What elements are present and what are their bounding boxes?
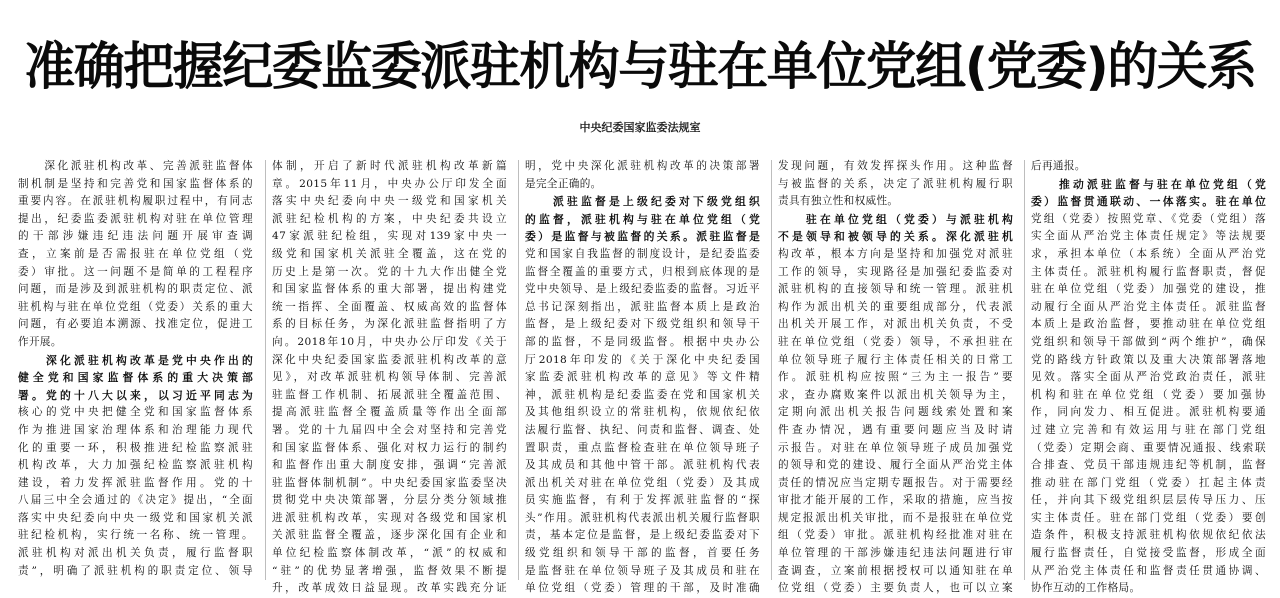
text-line: 发现问题，有效发挥探头作用。这种监督 xyxy=(778,160,1013,172)
text-line: 及其成员和其他中管干部。派驻机构代表 xyxy=(525,459,760,472)
text-line: 党的路线方针政策以及重大决策部署落地 xyxy=(1031,353,1266,366)
text-line: 监督全覆盖的重要方式，归根到底体现的是 xyxy=(525,265,760,278)
text-line: 责具有独立性和权威性。 xyxy=(778,195,899,208)
text-line: 责，基本定位是监督，是上级纪委监委对下 xyxy=(525,529,760,542)
text-line: 监督，是上级纪委对下级党组织和领导干 xyxy=(525,318,760,331)
text-line: 主体责任。派驻机构履行监督职责，督促 xyxy=(1031,265,1266,278)
text-line: 部的监督，不是同级监督。根据中央办公 xyxy=(525,335,760,348)
text-line: 升，改革成效日益显现。改革实践充分证 xyxy=(272,582,507,595)
text-line: 作为推进国家治理体系和治理能力现代 xyxy=(18,423,253,436)
article-column-5 xyxy=(1031,158,1266,598)
text-line: 后再通报。 xyxy=(1031,160,1086,172)
text-line: 党组（党委）按照党章、《党委（党组）落 xyxy=(1031,212,1266,225)
text-line: 是监督驻在单位领导班子及其成员和驻在 xyxy=(525,564,760,577)
text-line: 提出，纪委监委派驻机构对驻在单位管理 xyxy=(18,212,253,225)
text-line: 驻监督体制机制”。中央纪委国家监委坚决 xyxy=(272,476,507,489)
text-line: 派驻机构对派出机关负责，履行监督职 xyxy=(18,547,253,560)
text-line: 示报告。对驻在单位领导班子成员加强党 xyxy=(778,441,1013,454)
text-line: 造条件，积极支持派驻机构依规依纪依法 xyxy=(1031,529,1266,542)
subheading-line: 委）监督贯通联动、一体落实。驻在单位 xyxy=(1031,195,1266,209)
text-line: 责任的情况应当定期专题报告。对于需要经 xyxy=(778,476,1013,489)
text-line: 派驻机构的直接领导和统一管理。派驻机 xyxy=(778,283,1013,296)
text-line: 位党组（党委）主要负责人，也可以立案 xyxy=(778,582,1013,595)
text-line: 出机关开展工作，对派出机关负责，不受 xyxy=(778,318,1013,331)
column-divider xyxy=(1024,160,1025,580)
text-line: 规定报派出机关审批，而不是报驻在单位党 xyxy=(778,511,1013,524)
text-line: 查调查，立案前根据授权可以通知驻在单 xyxy=(778,564,1013,577)
text-line: 关派驻监督全覆盖，逐步深化国有企业和 xyxy=(272,529,507,542)
text-line: 进派驻机构改革，实现对各级党和国家机 xyxy=(272,511,507,524)
text-line: 制机制是坚持和完善党和国家监督体系的 xyxy=(18,177,253,190)
subheading-line: 委）是监督与被监督的关系。派驻监督是 xyxy=(525,230,760,244)
text-line: 头”作用。派驻机构代表派出机关履行监督职 xyxy=(525,511,760,524)
text-line: 深化派驻机构改革、完善派驻监督体 xyxy=(18,160,253,172)
text-line: 定期向派出机关报告问题线索处置和案 xyxy=(778,406,1013,419)
text-line: 与被监督的关系，决定了派驻机构履行职 xyxy=(778,177,1013,190)
subheading-line: 署。党的十八大以来，以习近平同志为 xyxy=(18,388,253,402)
text-line: 单位管理的干部涉嫌违纪违法问题进行审 xyxy=(778,547,1013,560)
text-line: 本质上是政治监督，要推动驻在单位党组 xyxy=(1031,318,1266,331)
text-line: 重要内容。在派驻机构履职过程中，有同志 xyxy=(18,195,253,208)
text-line: 建设，着力发挥派驻监督作用。党的十 xyxy=(18,476,253,489)
text-line: 总书记深刻指出，派驻监督本质上是政治 xyxy=(525,300,760,313)
subheading-line: 不是领导和被领导的关系。深化派驻机 xyxy=(778,230,1013,244)
subheading-line: 驻在单位党组（党委）与派驻机构 xyxy=(778,212,1013,226)
text-line: 推动驻在部门党组（党委）扛起主体责 xyxy=(1031,476,1266,489)
subheading-line: 深化派驻机构改革是党中央作出的 xyxy=(18,353,253,367)
text-line: 党和国家自我监督的制度设计，是纪委监委 xyxy=(525,247,760,260)
text-line: 单位领导班子履行主体责任相关的日常工 xyxy=(778,353,1013,366)
text-line: 及其他组织设立的常驻机构，依规依纪依 xyxy=(525,406,760,419)
text-line: 构作为派出机关的重要组成部分，代表派 xyxy=(778,300,1013,313)
text-line: 法履行监督、执纪、问责和监督、调查、处 xyxy=(525,423,760,436)
text-line: 问题，有必要追本溯源、找准定位，促进工 xyxy=(18,318,253,331)
text-line: 求，查办腐败案件以派出机关领导为主， xyxy=(778,388,1013,401)
text-line: 委）审批。这一问题不是简单的工程程序 xyxy=(18,265,253,278)
text-line: 审批才能开展的工作，采取的措施，应当按 xyxy=(778,494,1013,507)
text-line: 提高派驻监督全覆盖质量等作出全面部 xyxy=(272,406,507,419)
column-divider xyxy=(518,160,519,580)
text-line: 单位党组（党委）管理的干部，及时准确 xyxy=(525,582,760,595)
text-line: 厅2018年印发的《关于深化中央纪委国 xyxy=(525,353,760,366)
text-line: 落实中央纪委向中央一级党和国家机关派 xyxy=(18,511,253,524)
text-line: 派出机关对驻在单位党组（党委）及其成 xyxy=(525,476,760,489)
text-line: 责”，明确了派驻机构的职责定位、领导 xyxy=(18,564,253,577)
text-line: 神，派驻机构是纪委监委在党和国家机关 xyxy=(525,388,760,401)
text-line: 的干部涉嫌违纪违法问题开展审查调 xyxy=(18,230,253,243)
text-line: 和监督作出重大制度安排，强调“完善派 xyxy=(272,459,507,472)
text-line: 见》，对改革派驻机构领导体制、完善派 xyxy=(272,371,507,384)
text-line: 党组织和领导干部做到“两个维护”，确保 xyxy=(1031,335,1266,348)
text-line: 件查办情况，遇有重要问题应当及时请 xyxy=(778,423,1013,436)
text-line: 单位纪检监察体制改革，“派”的权威和 xyxy=(272,547,507,560)
article-column-4 xyxy=(778,158,1013,598)
text-line: 组（党委）审批。派驻机构经批准对驻在 xyxy=(778,529,1013,542)
text-line: 机构改革，大力加强纪检监察派驻机构 xyxy=(18,459,253,472)
text-line: 落实中央纪委向中央一级党和国家机关 xyxy=(272,195,507,208)
text-line: 核心的党中央把健全党和国家监督体系 xyxy=(18,406,253,419)
text-line: 构改革，根本方向是坚持和加强党对派驻 xyxy=(778,247,1013,260)
text-line: 级党和国家机关派驻全覆盖，这在党的 xyxy=(272,247,507,260)
text-line: 驻在单位党组（党委）领导，不承担驻在 xyxy=(778,335,1013,348)
text-line: 体制，开启了新时代派驻机构改革新篇 xyxy=(272,160,507,172)
text-line: 家监委派驻机构改革的意见》等文件精 xyxy=(525,371,760,384)
text-line: 驻纪检机构，实行统一名称、统一管理。 xyxy=(18,529,253,542)
text-line: “驻”的优势显著增强，监督效果不断提 xyxy=(272,564,507,577)
text-line: 动履行全面从严治党主体责任。派驻监督 xyxy=(1031,300,1266,313)
text-line: 任，并向其下级党组织层层传导压力、压 xyxy=(1031,494,1266,507)
article-column-1 xyxy=(18,158,253,580)
text-line: 驻在单位党组（党委）加强党的建设，推 xyxy=(1031,283,1266,296)
text-line: 实全面从严治党主体责任规定》等法规要 xyxy=(1031,230,1266,243)
text-line: 贯彻党中央决策部署，分层分类分领域推 xyxy=(272,494,507,507)
text-line: 和国家监督体系、强化对权力运行的制约 xyxy=(272,441,507,454)
text-line: 47家派驻纪检组，实现对139家中央一 xyxy=(272,230,507,243)
text-line: 作。派驻机构应按照“三为主一报告”要 xyxy=(778,371,1013,384)
text-line: 和国家监督体系的重大部署，提出构建党 xyxy=(272,283,507,296)
text-line: 见效。落实全面从严治党政治责任，派驻 xyxy=(1031,371,1266,384)
text-line: 化的重要一环，积极推进纪检监察派驻 xyxy=(18,441,253,454)
text-line: 实主体责任。驻在部门党组（党委）要创 xyxy=(1031,511,1266,524)
subheading-line: 的监督，派驻机构与驻在单位党组（党 xyxy=(525,212,760,226)
text-line: 求，承担本单位（本系统）全面从严治党 xyxy=(1031,247,1266,260)
text-line: 级党组织和领导干部的监督，首要任务 xyxy=(525,547,760,560)
headline: 准确把握纪委监委派驻机构与驻在单位党组(党委)的关系 xyxy=(24,38,1256,97)
text-line: （党委）定期会商、重要情况通报、线索联 xyxy=(1031,441,1266,454)
column-divider xyxy=(265,160,266,580)
text-line: 明，党中央深化派驻机构改革的决策部署 xyxy=(525,160,760,172)
text-line: 党中央领导、是上级纪委监委的监督。习近平 xyxy=(525,283,760,296)
text-line: 合排查、党员干部违规违纪等机制，监督 xyxy=(1031,459,1266,472)
text-line: 是完全正确的。 xyxy=(525,177,602,190)
text-line: 历史上是第一次。党的十九大作出健全党 xyxy=(272,265,507,278)
text-line: 作，同向发力、相互促进。派驻机构要通 xyxy=(1031,406,1266,419)
text-line: 员实施监督，有利于发挥派驻监督的“探 xyxy=(525,494,760,507)
text-line: 的领导和党的建设、履行全面从严治党主体 xyxy=(778,459,1013,472)
text-line: 驻机构与驻在单位党组（党委）关系的重大 xyxy=(18,300,253,313)
text-line: 统一指挥、全面覆盖、权威高效的监督体 xyxy=(272,300,507,313)
subheading-line: 推动派驻监督与驻在单位党组（党 xyxy=(1031,177,1266,191)
text-line: 章。2015年11月，中央办公厅印发全面 xyxy=(272,177,507,190)
article-column-2 xyxy=(272,158,507,598)
subheading-line: 健全党和国家监督体系的重大决策部 xyxy=(18,371,253,385)
text-line: 深化中央纪委国家监委派驻机构改革的意 xyxy=(272,353,507,366)
column-divider xyxy=(771,160,772,580)
text-line: 作开展。 xyxy=(18,335,62,348)
text-line: 过建立完善和有效运用与驻在部门党组 xyxy=(1031,423,1266,436)
text-line: 八届三中全会通过的《决定》提出，“全面 xyxy=(18,494,253,507)
text-line: 机构和驻在单位党组（党委）要加强协 xyxy=(1031,388,1266,401)
text-line: 署。党的十九届四中全会对坚持和完善党 xyxy=(272,423,507,436)
byline: 中央纪委国家监委法规室 xyxy=(579,121,701,134)
text-line: 置职责，重点监督检查驻在单位领导班子 xyxy=(525,441,760,454)
text-line: 系的目标任务，为深化派驻监督指明了方 xyxy=(272,318,507,331)
text-line: 工作的领导，实现路径是加强纪委监委对 xyxy=(778,265,1013,278)
article-column-3 xyxy=(525,158,760,598)
text-line: 派驻纪检机构的方案，中央纪委共设立 xyxy=(272,212,507,225)
text-line: 查，立案前是否需报驻在单位党组（党 xyxy=(18,247,253,260)
text-line: 从严治党主体责任和监督责任贯通协调、 xyxy=(1031,564,1266,577)
text-line: 驻监督工作机制、拓展派驻全覆盖范围、 xyxy=(272,388,507,401)
text-line: 协作互动的工作格局。 xyxy=(1031,582,1141,595)
subheading-line: 派驻监督是上级纪委对下级党组织 xyxy=(525,195,760,209)
text-line: 履行监督责任，自觉接受监督，形成全面 xyxy=(1031,547,1266,560)
text-line: 问题，而是涉及到派驻机构的职责定位、派 xyxy=(18,283,253,296)
text-line: 向。2018年10月，中央办公厅印发《关于 xyxy=(272,335,507,348)
